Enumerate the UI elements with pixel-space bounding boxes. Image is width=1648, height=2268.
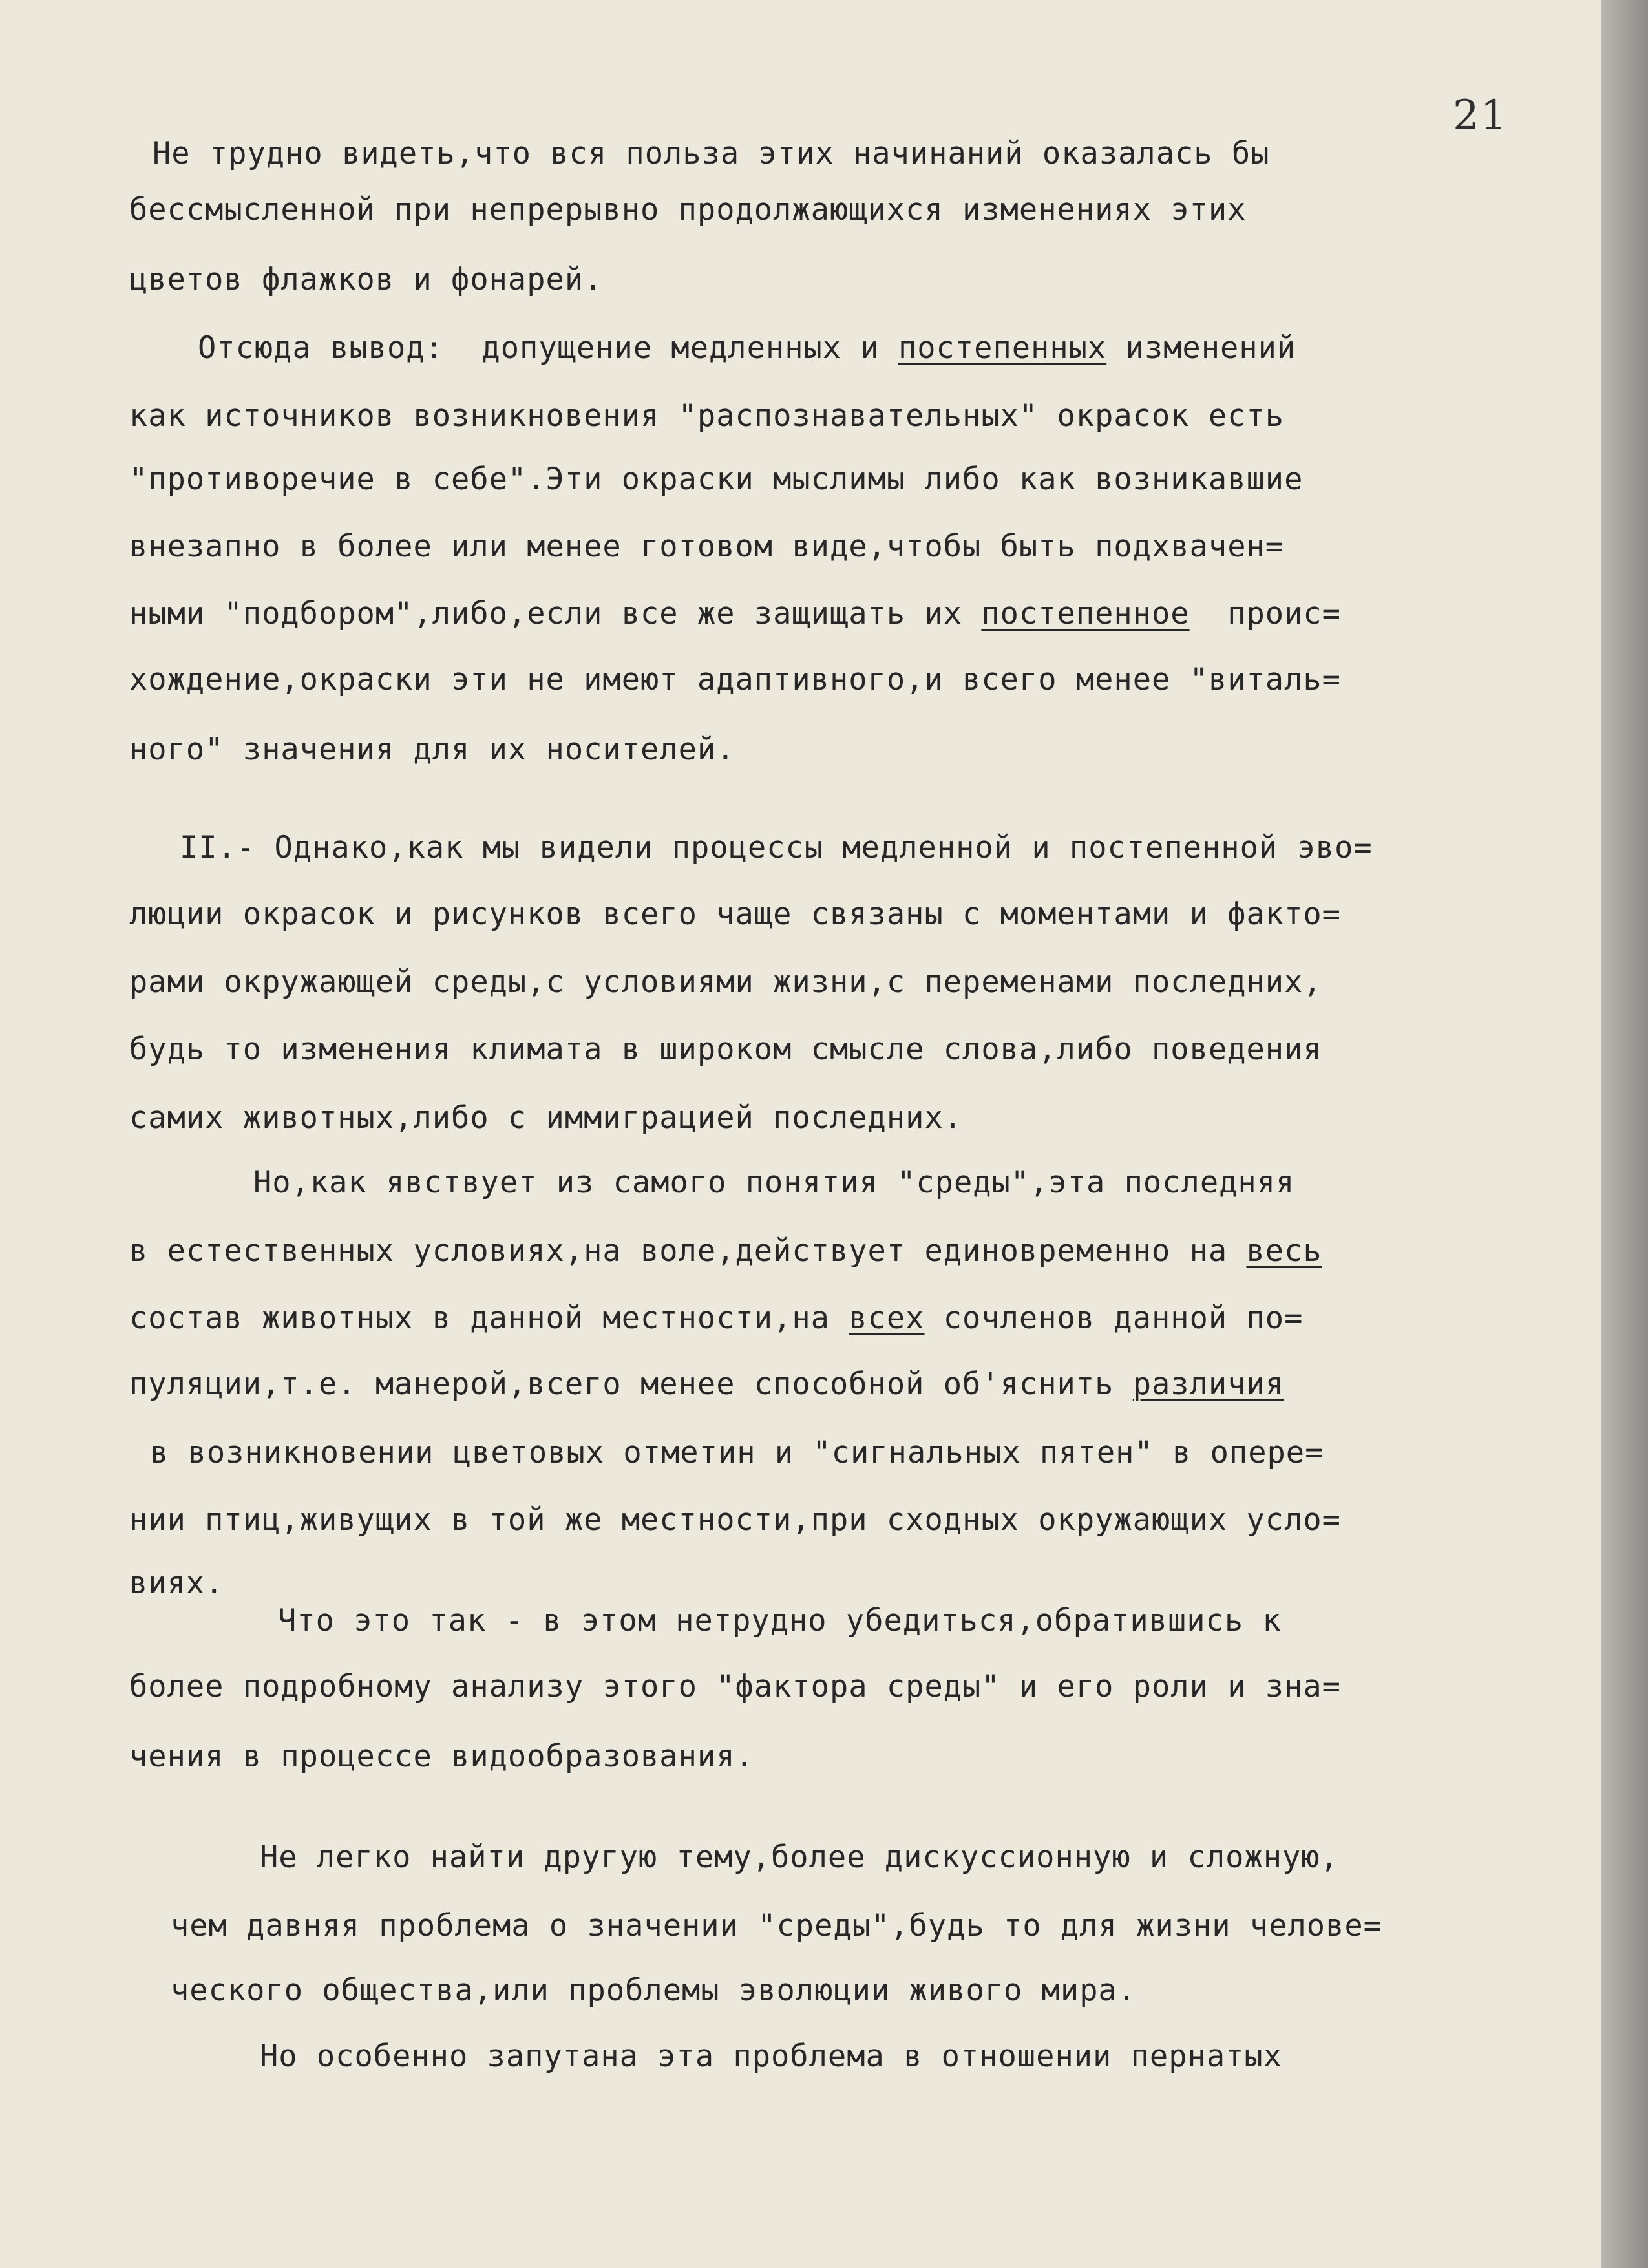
text-line: бессмысленной при непрерывно продолжающихся изменениях этих (129, 192, 1247, 228)
text-line: в возникновении цветовых отметин и "сигнальных пятен" в опере= (150, 1435, 1324, 1470)
text-line: чем давняя проблема о значении "среды",будь то для жизни челове= (171, 1908, 1382, 1944)
text-line (129, 1299, 1303, 1338)
text-line: II.- Однако,как мы видели процессы медленной и постепенной эво= (180, 830, 1373, 865)
text-line (198, 329, 1296, 368)
underlined-word: всех (849, 1300, 925, 1336)
text-line: внезапно в более или менее готовом виде,чтобы быть подхвачен= (129, 529, 1285, 564)
underlined-word: постепенное (981, 596, 1190, 631)
text-line: Но,как явствует из самого понятия "среды",эта последняя (253, 1165, 1295, 1200)
text-segment: состав животных в данной местности,на (129, 1300, 849, 1336)
text-line: хождение,окраски эти не имеют адаптивного,и всего менее "виталь= (129, 662, 1341, 697)
text-line: Не трудно видеть,что вся польза этих начинаний оказалась бы (153, 136, 1270, 171)
page-edge-shadow (1601, 0, 1648, 2268)
text-line: Не легко найти другую тему,более дискуссионную и сложную, (260, 1839, 1339, 1875)
text-line (129, 1232, 1322, 1271)
text-segment: в естественных условиях,на воле,действует единовременно на (129, 1233, 1247, 1269)
text-line: виях. (129, 1565, 224, 1601)
text-line: Но особенно запутана эта проблема в отношении пернатых (260, 2039, 1283, 2074)
text-segment: ными "подбором",либо,если все же защищать их (129, 596, 982, 631)
text-line: нии птиц,живущих в той же местности,при сходных окружающих усло= (129, 1502, 1341, 1538)
text-line: ческого общества,или проблемы эволюции живого мира. (171, 1973, 1137, 2008)
text-line (129, 595, 1341, 633)
text-segment: сочленов данной по= (924, 1300, 1304, 1336)
text-line: люции окрасок и рисунков всего чаще связаны с моментами и факто= (129, 896, 1341, 932)
text-line: Что это так - в этом нетрудно убедиться,обратившись к (278, 1603, 1282, 1638)
page-number: 21 (1453, 92, 1508, 140)
underlined-word: различия (1132, 1366, 1285, 1402)
text-line: будь то изменения климата в широком смысле слова,либо поведения (129, 1032, 1322, 1067)
text-segment: изменений (1106, 330, 1296, 366)
text-segment: пуляции,т.е. манерой,всего менее способной об'яснить (129, 1366, 1133, 1402)
text-line: ного" значения для их носителей. (129, 732, 735, 767)
text-line: как источников возникновения "распознавательных" окрасок есть (129, 398, 1285, 434)
text-line: более подробному анализу этого "фактора среды" и его роли и зна= (129, 1669, 1341, 1704)
underlined-word: постепенных (898, 330, 1107, 366)
text-line: рами окружающей среды,с условиями жизни,с переменами последних, (129, 964, 1322, 1000)
text-segment: Отсюда вывод: допущение медленных и (198, 330, 898, 366)
text-line: самих животных,либо с иммиграцией последних. (129, 1100, 963, 1136)
text-segment: проис= (1189, 596, 1341, 631)
text-line: "противоречие в себе".Эти окраски мыслимы либо как возникавшие (129, 461, 1304, 497)
text-line (129, 1365, 1284, 1404)
text-line: чения в процессе видообразования. (129, 1739, 754, 1774)
text-line: цветов флажков и фонарей. (129, 262, 603, 297)
underlined-word: весь (1246, 1233, 1322, 1269)
